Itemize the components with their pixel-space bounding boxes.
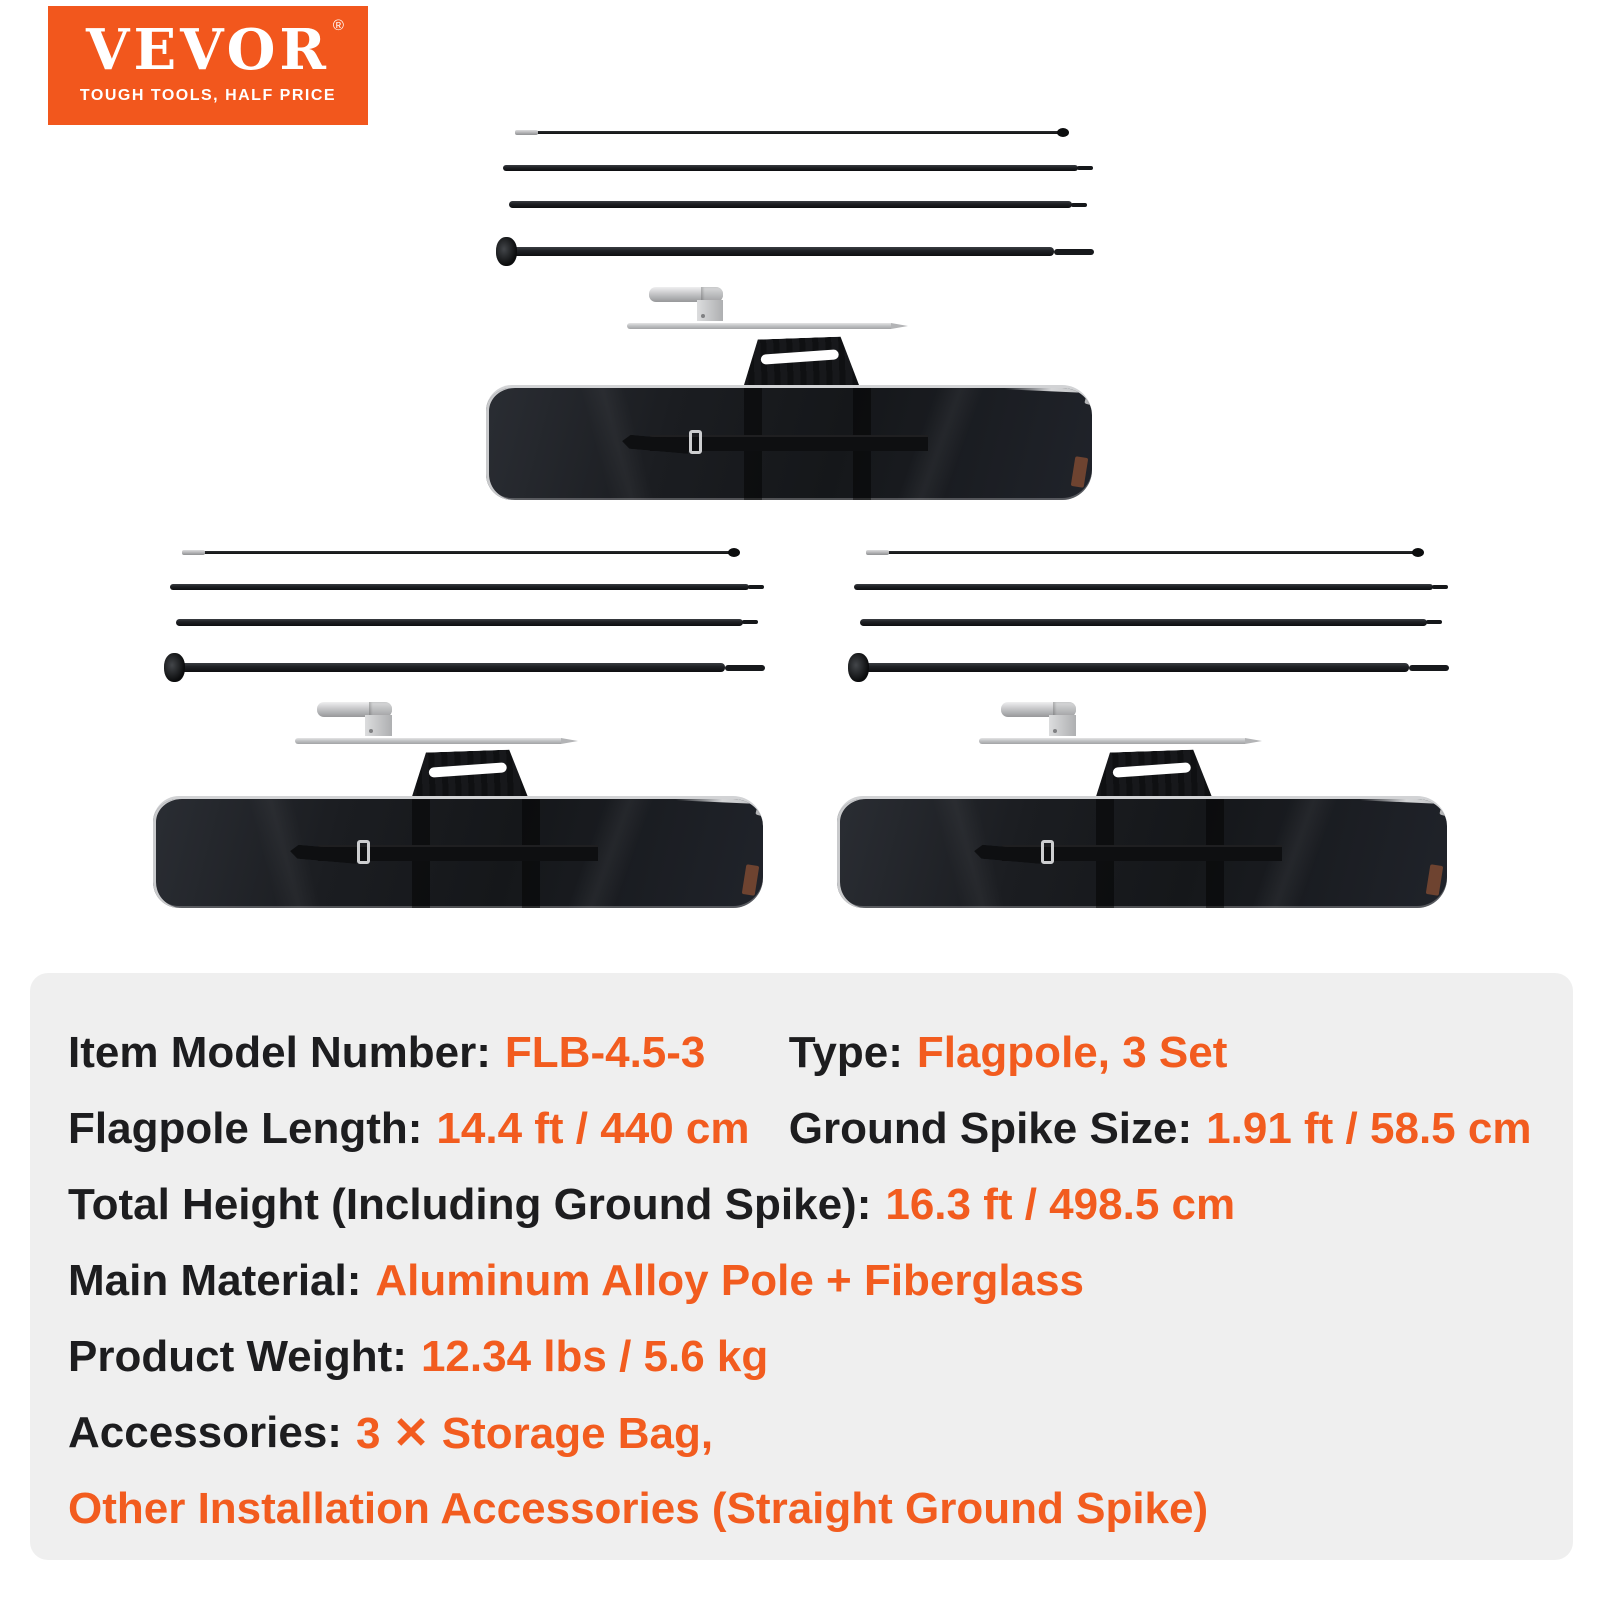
pole-mount-clip (164, 653, 185, 682)
bag-handle-opening (1113, 762, 1192, 777)
storage-bag (153, 746, 763, 908)
bag-zipper-pull (1439, 808, 1447, 818)
spec-ground-spike-size (789, 1104, 1532, 1154)
spec-value: Aluminum Alloy Pole + Fiberglass (375, 1256, 1085, 1305)
bag-buckle (1041, 840, 1054, 864)
spec-panel (30, 973, 1573, 1560)
storage-bag (486, 333, 1092, 500)
bag-tag (1071, 456, 1089, 488)
pole-middle-section (170, 584, 749, 590)
pole-joint (1077, 166, 1093, 170)
pole-joint (1409, 665, 1449, 671)
spec-label: Item Model Number: (68, 1028, 491, 1077)
bag-handle-opening (429, 762, 508, 777)
spec-row (68, 1319, 1545, 1395)
brand-wordmark (86, 17, 348, 83)
pole-bottom-section (180, 663, 725, 672)
spec-label: Ground Spike Size: (788, 1104, 1193, 1153)
ground-spike (295, 702, 572, 750)
spec-item-model-number (68, 1028, 789, 1078)
spec-value: 14.4 ft / 440 cm (436, 1104, 750, 1153)
spec-label: Product Weight: (68, 1332, 407, 1381)
pole-middle-section (854, 584, 1433, 590)
bag-buckle (689, 430, 702, 454)
spike-bracket (697, 300, 723, 321)
spike-bracket (365, 715, 391, 736)
spec-label: Accessories: (68, 1408, 342, 1457)
bag-handle (1092, 749, 1213, 803)
bag-zipper-pull (1084, 396, 1092, 406)
bag-zipper (1004, 385, 1083, 393)
spec-row (68, 1471, 1545, 1547)
spec-value: 16.3 ft / 498.5 cm (885, 1180, 1236, 1229)
bag-handle-opening (760, 349, 838, 364)
spec-label: Flagpole Length: (68, 1104, 423, 1153)
storage-bag (837, 746, 1447, 908)
flagpole-set (150, 538, 766, 908)
spec-label: Total Height (Including Ground Spike): (68, 1180, 872, 1229)
pole-joint (1071, 203, 1087, 207)
spec-row (68, 1167, 1545, 1243)
pole-tip-ferrule (866, 550, 889, 555)
spec-value: 1.91 ft / 58.5 cm (1206, 1104, 1532, 1153)
pole-joint (725, 665, 765, 671)
bag-zipper (674, 796, 753, 804)
spec-row (68, 1091, 1545, 1167)
pole-tip-section (868, 551, 1419, 554)
pole-middle-section (176, 619, 743, 626)
spec-label: Type: (788, 1028, 903, 1077)
pole-tip-knob (1412, 548, 1424, 557)
bag-zipper (1358, 796, 1437, 804)
pole-joint (1432, 585, 1448, 589)
spec-type (789, 1028, 1228, 1078)
flagpole-set (483, 118, 1095, 500)
pole-tip-ferrule (182, 550, 205, 555)
pole-joint (748, 585, 764, 589)
bag-handle (740, 336, 860, 392)
spec-row (68, 1243, 1545, 1319)
pole-tip-ferrule (515, 130, 538, 135)
spec-flagpole-length (68, 1104, 789, 1154)
brand-tagline: TOUGH TOOLS, HALF PRICE (79, 87, 337, 104)
pole-tip-knob (1057, 128, 1069, 137)
bag-body (153, 796, 763, 908)
pole-mount-clip (496, 237, 517, 266)
pole-joint (1054, 249, 1094, 255)
spec-accessories-continued (68, 1484, 1208, 1534)
bag-body (486, 385, 1092, 500)
spike-rod (627, 323, 891, 329)
spec-row (68, 1395, 1545, 1471)
pole-joint (742, 620, 758, 624)
pole-mount-clip (848, 653, 869, 682)
bag-tag (742, 864, 760, 896)
spec-value: Flagpole, 3 Set (916, 1028, 1228, 1077)
spike-rod (295, 738, 561, 744)
bag-handle (408, 749, 529, 803)
spec-total-height (68, 1180, 1235, 1230)
pole-bottom-section (512, 247, 1054, 256)
spec-row (68, 1015, 1545, 1091)
spike-bracket (1049, 715, 1075, 736)
pole-middle-section (860, 619, 1427, 626)
ground-spike (979, 702, 1256, 750)
pole-tip-section (184, 551, 735, 554)
bag-zipper-pull (755, 808, 763, 818)
spec-value: Other Installation Accessories (Straight Ground Spike) (68, 1484, 1209, 1533)
pole-bottom-section (864, 663, 1409, 672)
spec-accessories (68, 1408, 713, 1459)
pole-middle-section (503, 165, 1078, 171)
pole-joint (1426, 620, 1442, 624)
spec-main-material (68, 1256, 1084, 1306)
spec-product-weight (68, 1332, 768, 1382)
bag-body (837, 796, 1447, 908)
spec-value: FLB-4.5-3 (504, 1028, 706, 1077)
pole-middle-section (509, 201, 1072, 208)
bag-tag (1426, 864, 1444, 896)
flagpole-set (834, 538, 1450, 908)
spec-value: 12.34 lbs / 5.6 kg (420, 1332, 769, 1381)
ground-spike (627, 287, 902, 335)
vevor-logo (48, 6, 368, 125)
spike-rod (979, 738, 1245, 744)
brand-name: VEVOR (86, 17, 330, 83)
registered-trademark-icon: ® (332, 17, 348, 34)
spec-label: Main Material: (68, 1256, 362, 1305)
bag-buckle (357, 840, 370, 864)
spec-value: 3 ✕ Storage Bag, (355, 1408, 714, 1458)
pole-tip-section (517, 131, 1065, 134)
pole-tip-knob (728, 548, 740, 557)
